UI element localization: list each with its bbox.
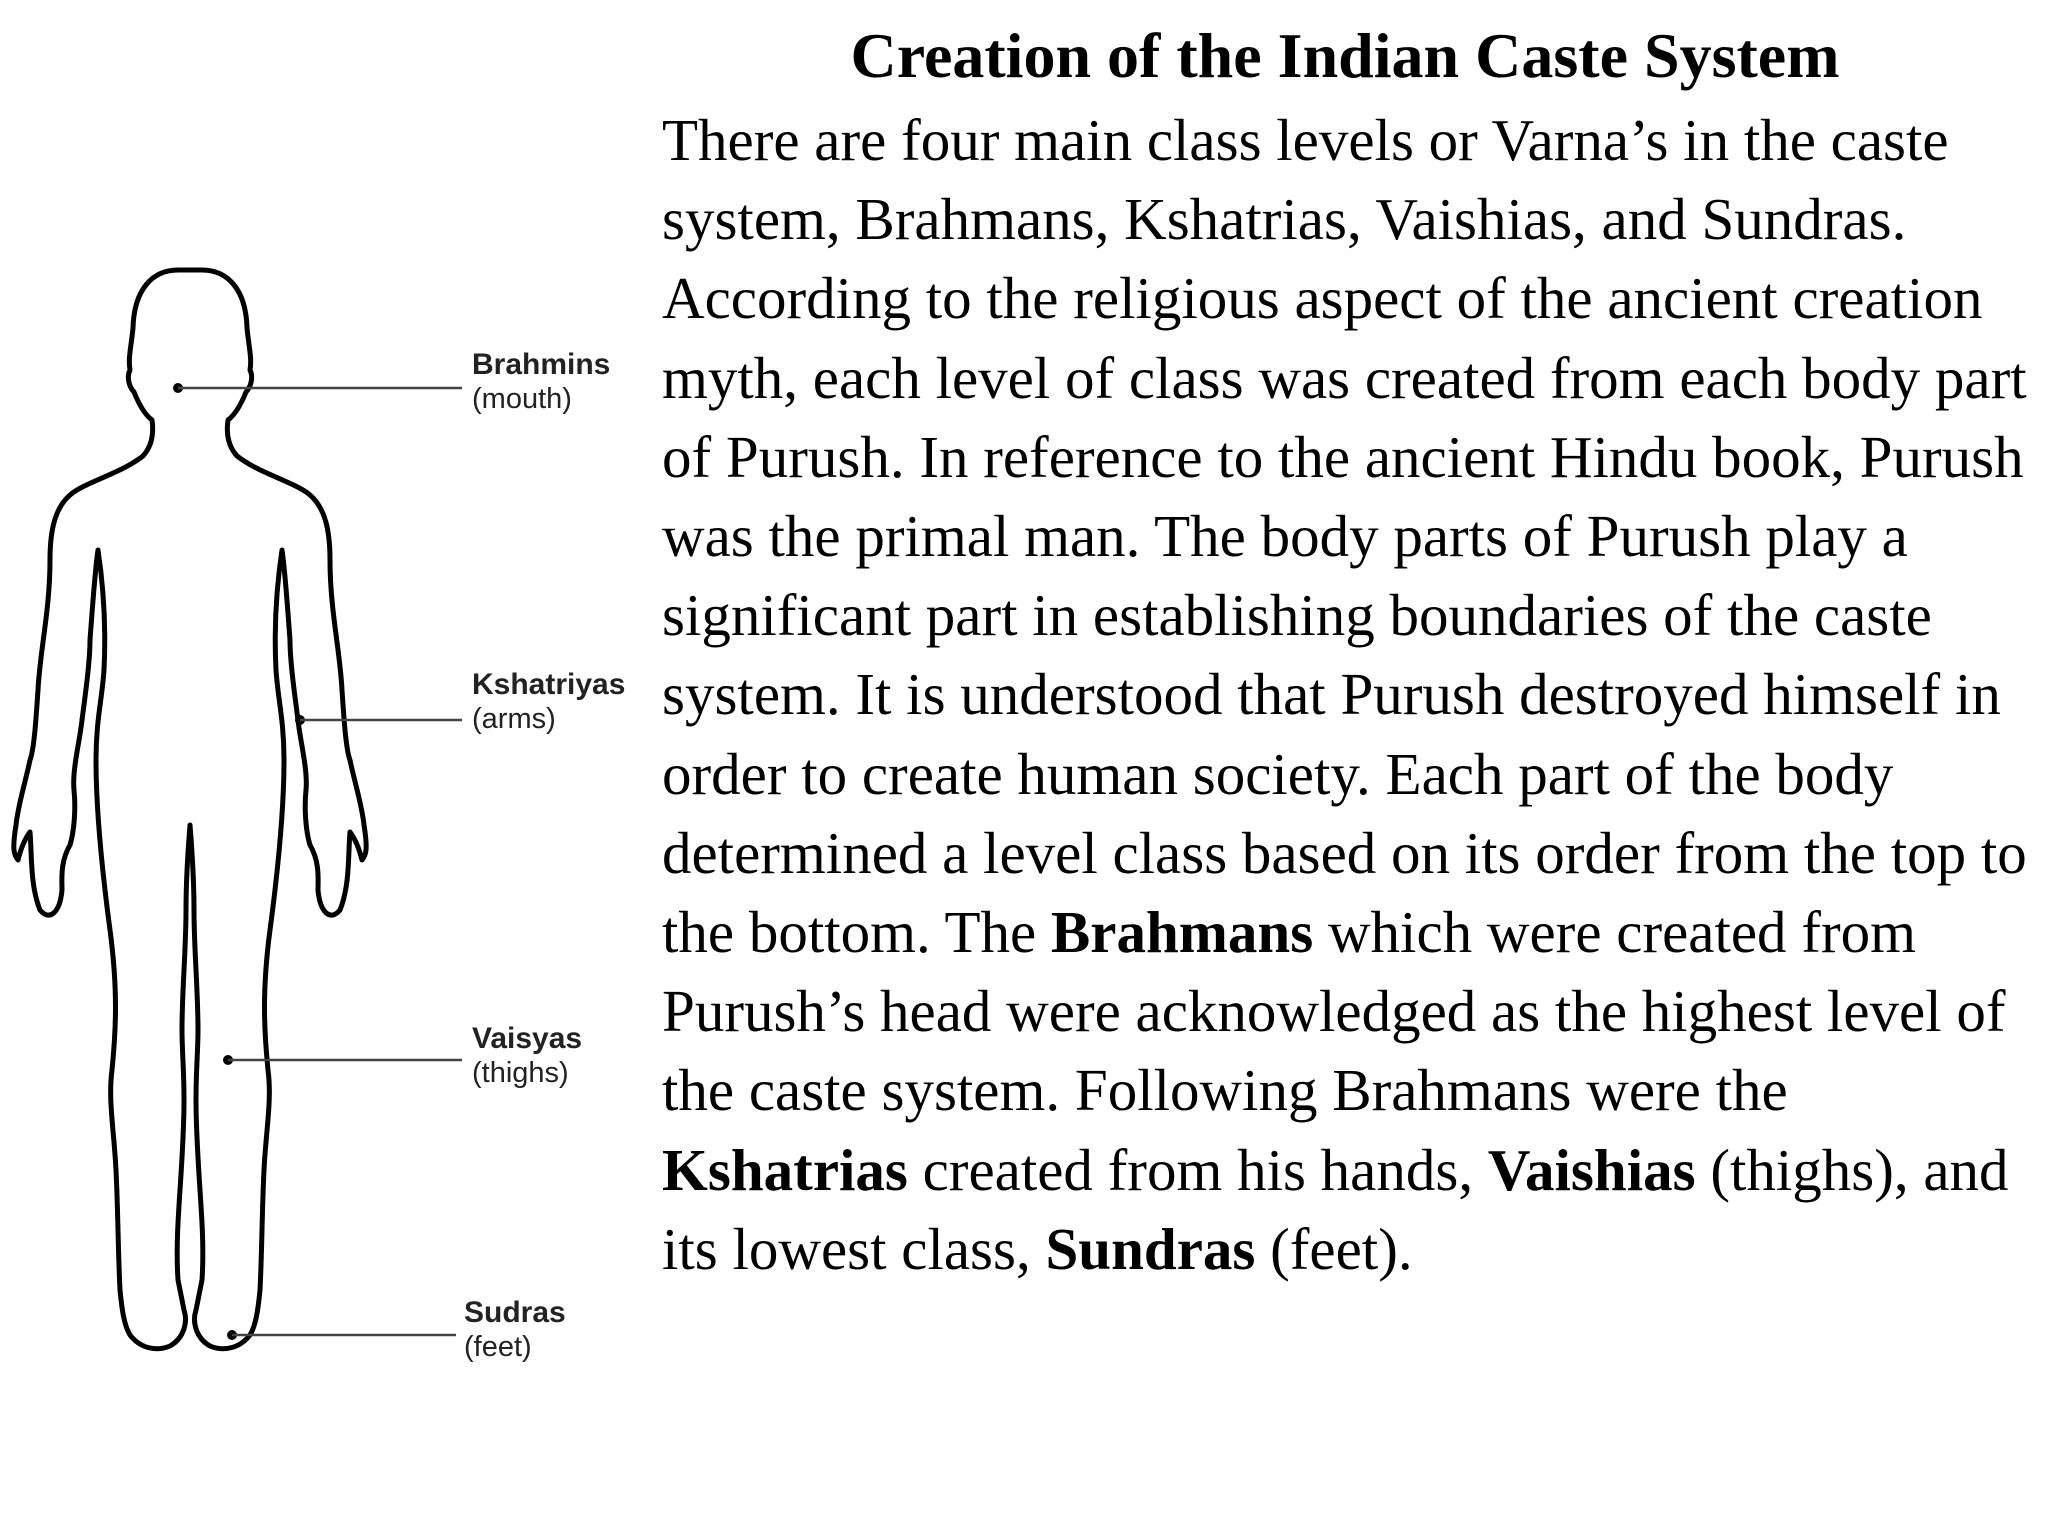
label-kshatriyas <box>472 668 625 736</box>
term-vaishias: Vaishias <box>1487 1136 1696 1203</box>
label-sudras-name: Sudras <box>464 1296 566 1329</box>
body-paragraph <box>662 101 2038 1289</box>
body-seg1: which were created from Purush’s head were acknowledged as the highest level of the caste system. Following Brahmans were the <box>662 899 2006 1124</box>
body-seg2: created from his hands, <box>907 1136 1488 1203</box>
label-brahmins-part: (mouth) <box>472 382 572 415</box>
label-brahmins-name: Brahmins <box>472 348 611 381</box>
body-outline <box>14 270 366 1349</box>
human-outline-figure <box>0 250 640 1470</box>
body-seg3: (thighs), and its lowest class, <box>662 1136 2009 1282</box>
term-brahmans: Brahmans <box>1050 899 1314 966</box>
label-vaisyas-part: (thighs) <box>472 1056 569 1089</box>
body-diagram <box>0 250 640 1470</box>
label-vaisyas <box>472 1022 582 1090</box>
label-sudras-part: (feet) <box>464 1330 532 1363</box>
term-kshatrias: Kshatrias <box>662 1136 908 1203</box>
term-sundras: Sundras <box>1045 1215 1256 1282</box>
body-seg4: (feet). <box>1255 1215 1413 1282</box>
label-vaisyas-name: Vaisyas <box>472 1022 583 1055</box>
label-kshatriyas-part: (arms) <box>472 702 556 735</box>
label-sudras <box>464 1296 566 1364</box>
page-title: Creation of the Indian Caste System <box>850 20 1840 91</box>
body-intro: There are four main class levels or Varna’s in the caste system, Brahmans, Kshatrias, Vaishias, and Sundras. According to the religious aspect of the ancient creation myth, each level of class was created from each body part of Purush. In reference to the ancient Hindu book, Purush was the primal man. The body parts of Purush play a significant part in establishing boundaries of the caste system. It is understood that Purush destroyed himself in order to create human society. Each part of the body determined a level class based on its order from the top to the bottom. The <box>662 107 2027 966</box>
label-kshatriyas-name: Kshatriyas <box>472 668 626 701</box>
label-brahmins <box>472 348 610 416</box>
